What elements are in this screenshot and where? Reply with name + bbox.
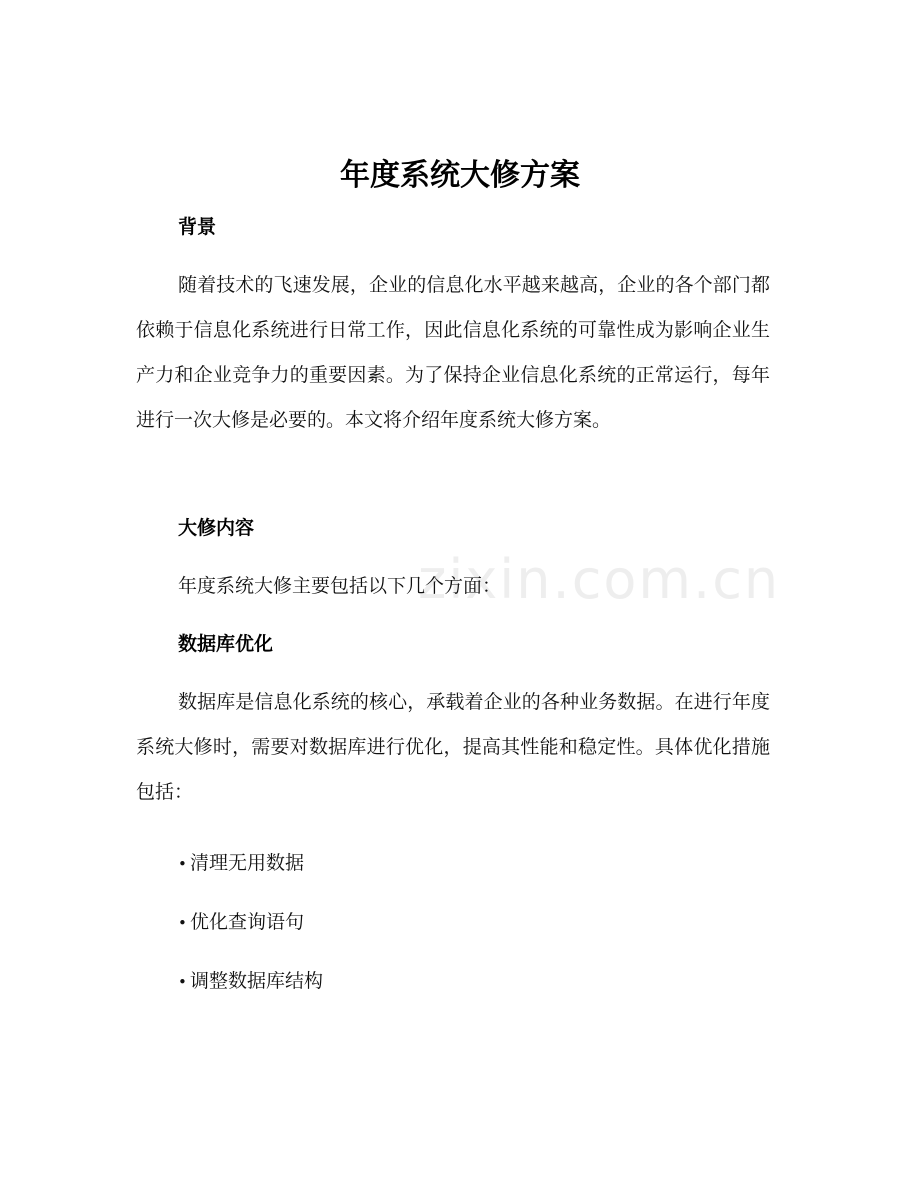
list-item <box>178 952 323 1011</box>
paragraph-background: 随着技术的飞速发展，企业的信息化水平越来越高，企业的各个部门都依赖于信息化系统进行日常工作，因此信息化系统的可靠性成为影响企业生产力和企业竞争力的重要因素。为了保持企业信息化系统的正常运行，每年进行一次大修是必要的。本文将介绍年度系统大修方案。 <box>136 274 770 431</box>
list-item <box>178 893 323 952</box>
section-heading-database-optimization: 数据库优化 <box>178 633 274 655</box>
list-item-text: 清理无用数据 <box>190 852 305 874</box>
bullet-icon: • <box>178 855 187 873</box>
optimization-measures-list <box>178 834 323 1011</box>
section-heading-overhaul-content: 大修内容 <box>178 517 255 539</box>
watermark: zixin.com.cn <box>418 548 781 611</box>
bullet-icon: • <box>178 973 187 991</box>
paragraph-database-optimization: 数据库是信息化系统的核心，承载着企业的各种业务数据。在进行年度系统大修时，需要对数据库进行优化，提高其性能和稳定性。具体优化措施包括： <box>136 691 770 803</box>
paragraph-overhaul-intro: 年度系统大修主要包括以下几个方面： <box>178 575 502 597</box>
list-item-text: 调整数据库结构 <box>190 970 324 992</box>
list-item-text: 优化查询语句 <box>190 911 305 933</box>
section-heading-background: 背景 <box>178 216 217 238</box>
list-item <box>178 834 323 893</box>
bullet-icon: • <box>178 914 187 932</box>
document-title: 年度系统大修方案 <box>340 158 580 193</box>
